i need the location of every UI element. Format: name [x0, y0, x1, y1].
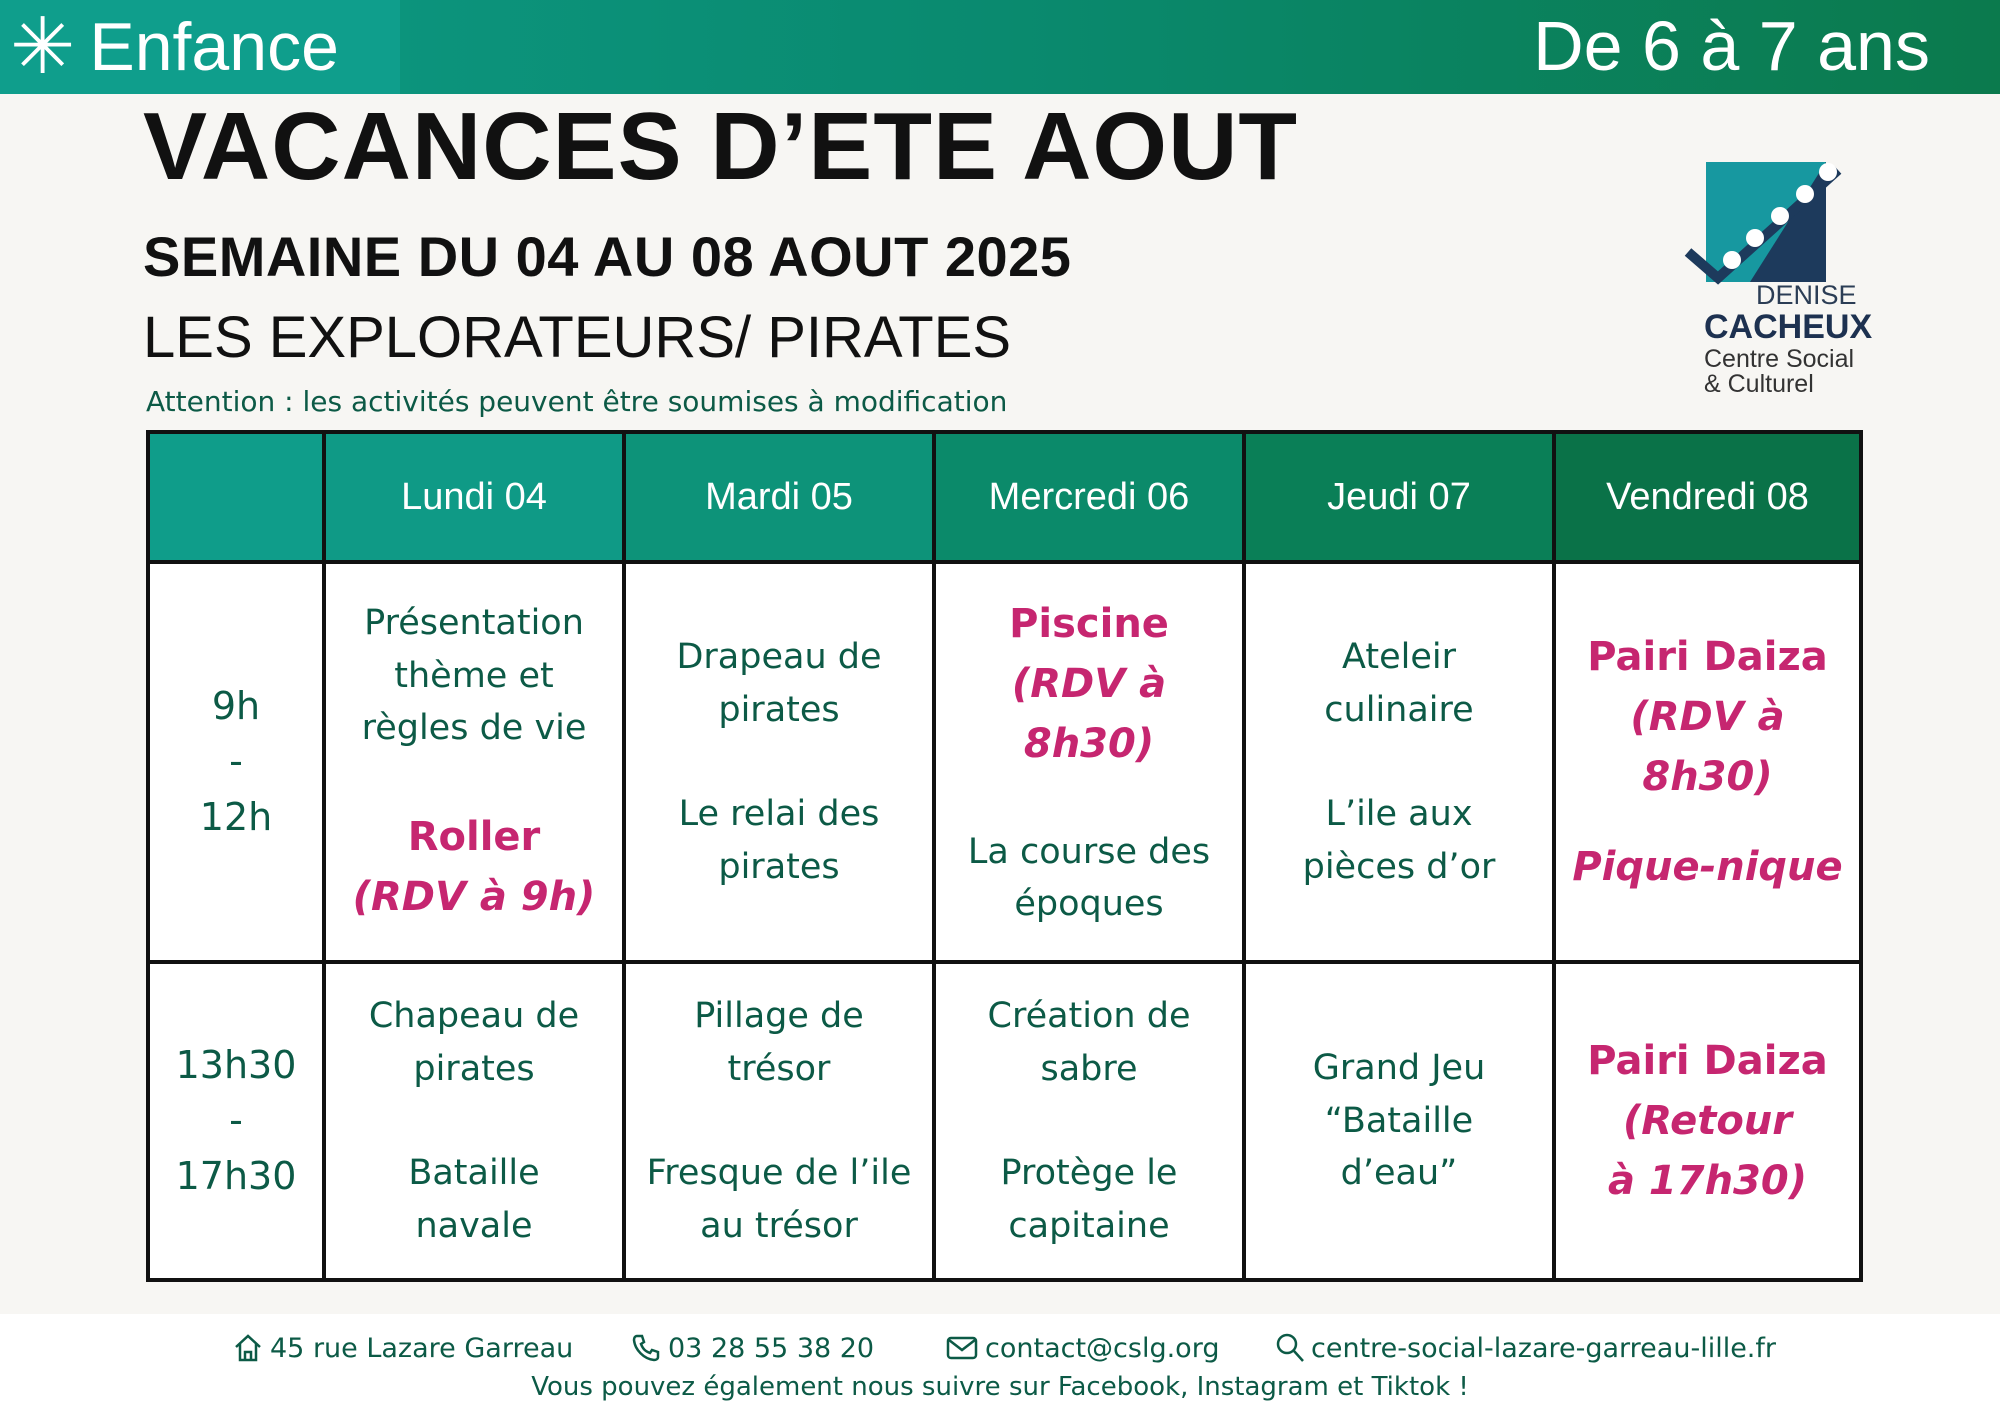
activity-cell [1244, 962, 1554, 1280]
spacer [626, 736, 932, 788]
day-header: Jeudi 07 [1244, 432, 1554, 562]
time-start: 9h [211, 684, 261, 729]
day-header: Mardi 05 [624, 432, 934, 562]
activity-text: L’ile aux pièces d’or [1302, 794, 1496, 887]
phone-text: 03 28 55 38 20 [668, 1332, 875, 1364]
mail-icon [945, 1332, 979, 1364]
table-row [148, 562, 1861, 962]
logo-text-cacheux: CACHEUX [1704, 308, 1873, 346]
address-item [232, 1332, 573, 1364]
activity-text: Protège le capitaine [1000, 1153, 1178, 1246]
table-header-row [148, 432, 1861, 562]
activity-text: La course des époques [967, 831, 1211, 924]
spacer [936, 1095, 1242, 1147]
table-row [148, 962, 1861, 1280]
category-tag [0, 0, 400, 94]
activity-cell [934, 562, 1244, 962]
spacer [626, 1095, 932, 1147]
activity-text: Fresque de l’ile au trésor [646, 1153, 912, 1246]
activity-text: Chapeau de pirates [368, 996, 580, 1089]
search-icon [1275, 1332, 1305, 1364]
address-text: 45 rue Lazare Garreau [270, 1332, 574, 1364]
activity-rdv: (Retour à 17h30) [1607, 1098, 1807, 1204]
contact-row [0, 1332, 2000, 1372]
activity-highlight: Pairi Daiza [1587, 1038, 1828, 1084]
phone-item [630, 1332, 874, 1364]
corner-cell [148, 432, 324, 562]
modification-note: Attention : les activités peuvent être soumises à modification [146, 385, 1008, 418]
week-subtitle: SEMAINE DU 04 AU 08 AOUT 2025 [143, 225, 1072, 288]
activity-cell [324, 562, 624, 962]
time-cell-afternoon [148, 962, 324, 1280]
activity-text: Drapeau de pirates [676, 637, 882, 730]
logo-text-culturel: & Culturel [1704, 370, 1814, 398]
activity-cell [934, 962, 1244, 1280]
activity-text: Grand Jeu “Bataille d’eau” [1312, 1048, 1486, 1194]
page-title: VACANCES D’ETE AOUT [143, 93, 1299, 200]
spacer [326, 755, 622, 807]
activity-cell [624, 962, 934, 1280]
website-item[interactable] [1275, 1332, 1776, 1364]
activity-rdv: (RDV à 9h) [352, 873, 596, 920]
activity-text: Création de sabre [987, 996, 1191, 1089]
time-sep: - [229, 1098, 243, 1143]
website-text[interactable]: centre-social-lazare-garreau-lille.fr [1311, 1332, 1776, 1364]
email-text[interactable]: contact@cslg.org [985, 1332, 1220, 1364]
theme-title: LES EXPLORATEURS/ PIRATES [143, 305, 1012, 370]
phone-icon [630, 1332, 662, 1364]
activity-cell [1554, 562, 1861, 962]
activity-cell [1244, 562, 1554, 962]
time-end: 12h [199, 794, 273, 839]
day-header: Mercredi 06 [934, 432, 1244, 562]
age-range: De 6 à 7 ans [1533, 7, 1930, 85]
activity-rdv: (RDV à 8h30) [1630, 694, 1785, 800]
schedule-table [146, 430, 1863, 1282]
day-header: Lundi 04 [324, 432, 624, 562]
time-start: 13h30 [175, 1043, 297, 1088]
asterisk-icon: ✳ [10, 2, 76, 92]
centre-logo [1680, 140, 1873, 400]
activity-highlight: Pairi Daiza [1587, 634, 1828, 680]
time-end: 17h30 [175, 1153, 297, 1198]
spacer [1556, 807, 1859, 837]
time-sep: - [229, 739, 243, 784]
footer [0, 1314, 2000, 1414]
activity-highlight: Piscine [1009, 600, 1169, 647]
activity-text: Le relai des pirates [678, 794, 880, 887]
activity-text: Ateleir culinaire [1324, 637, 1474, 730]
activity-highlight: Roller [407, 813, 541, 860]
logo-text-centre: Centre Social [1704, 345, 1855, 373]
time-cell-morning [148, 562, 324, 962]
social-follow-text: Vous pouvez également nous suivre sur Facebook, Instagram et Tiktok ! [531, 1372, 1469, 1402]
activity-cell [324, 962, 624, 1280]
day-header: Vendredi 08 [1554, 432, 1861, 562]
spacer [1246, 736, 1552, 788]
spacer [936, 774, 1242, 826]
activity-text: Présentation thème et règles de vie [361, 603, 587, 749]
activity-extra: Pique-nique [1572, 844, 1843, 890]
activity-cell [624, 562, 934, 962]
activity-rdv: (RDV à 8h30) [1011, 660, 1167, 767]
spacer [326, 1095, 622, 1147]
home-icon [232, 1332, 264, 1364]
activity-text: Pillage de trésor [694, 996, 864, 1089]
activity-cell [1554, 962, 1861, 1280]
email-item[interactable] [945, 1332, 1219, 1364]
activity-text: Bataille navale [408, 1153, 540, 1246]
logo-text-denise: DENISE [1756, 280, 1857, 310]
logo-mark-icon [1680, 140, 1860, 290]
category-label: Enfance [89, 9, 339, 85]
